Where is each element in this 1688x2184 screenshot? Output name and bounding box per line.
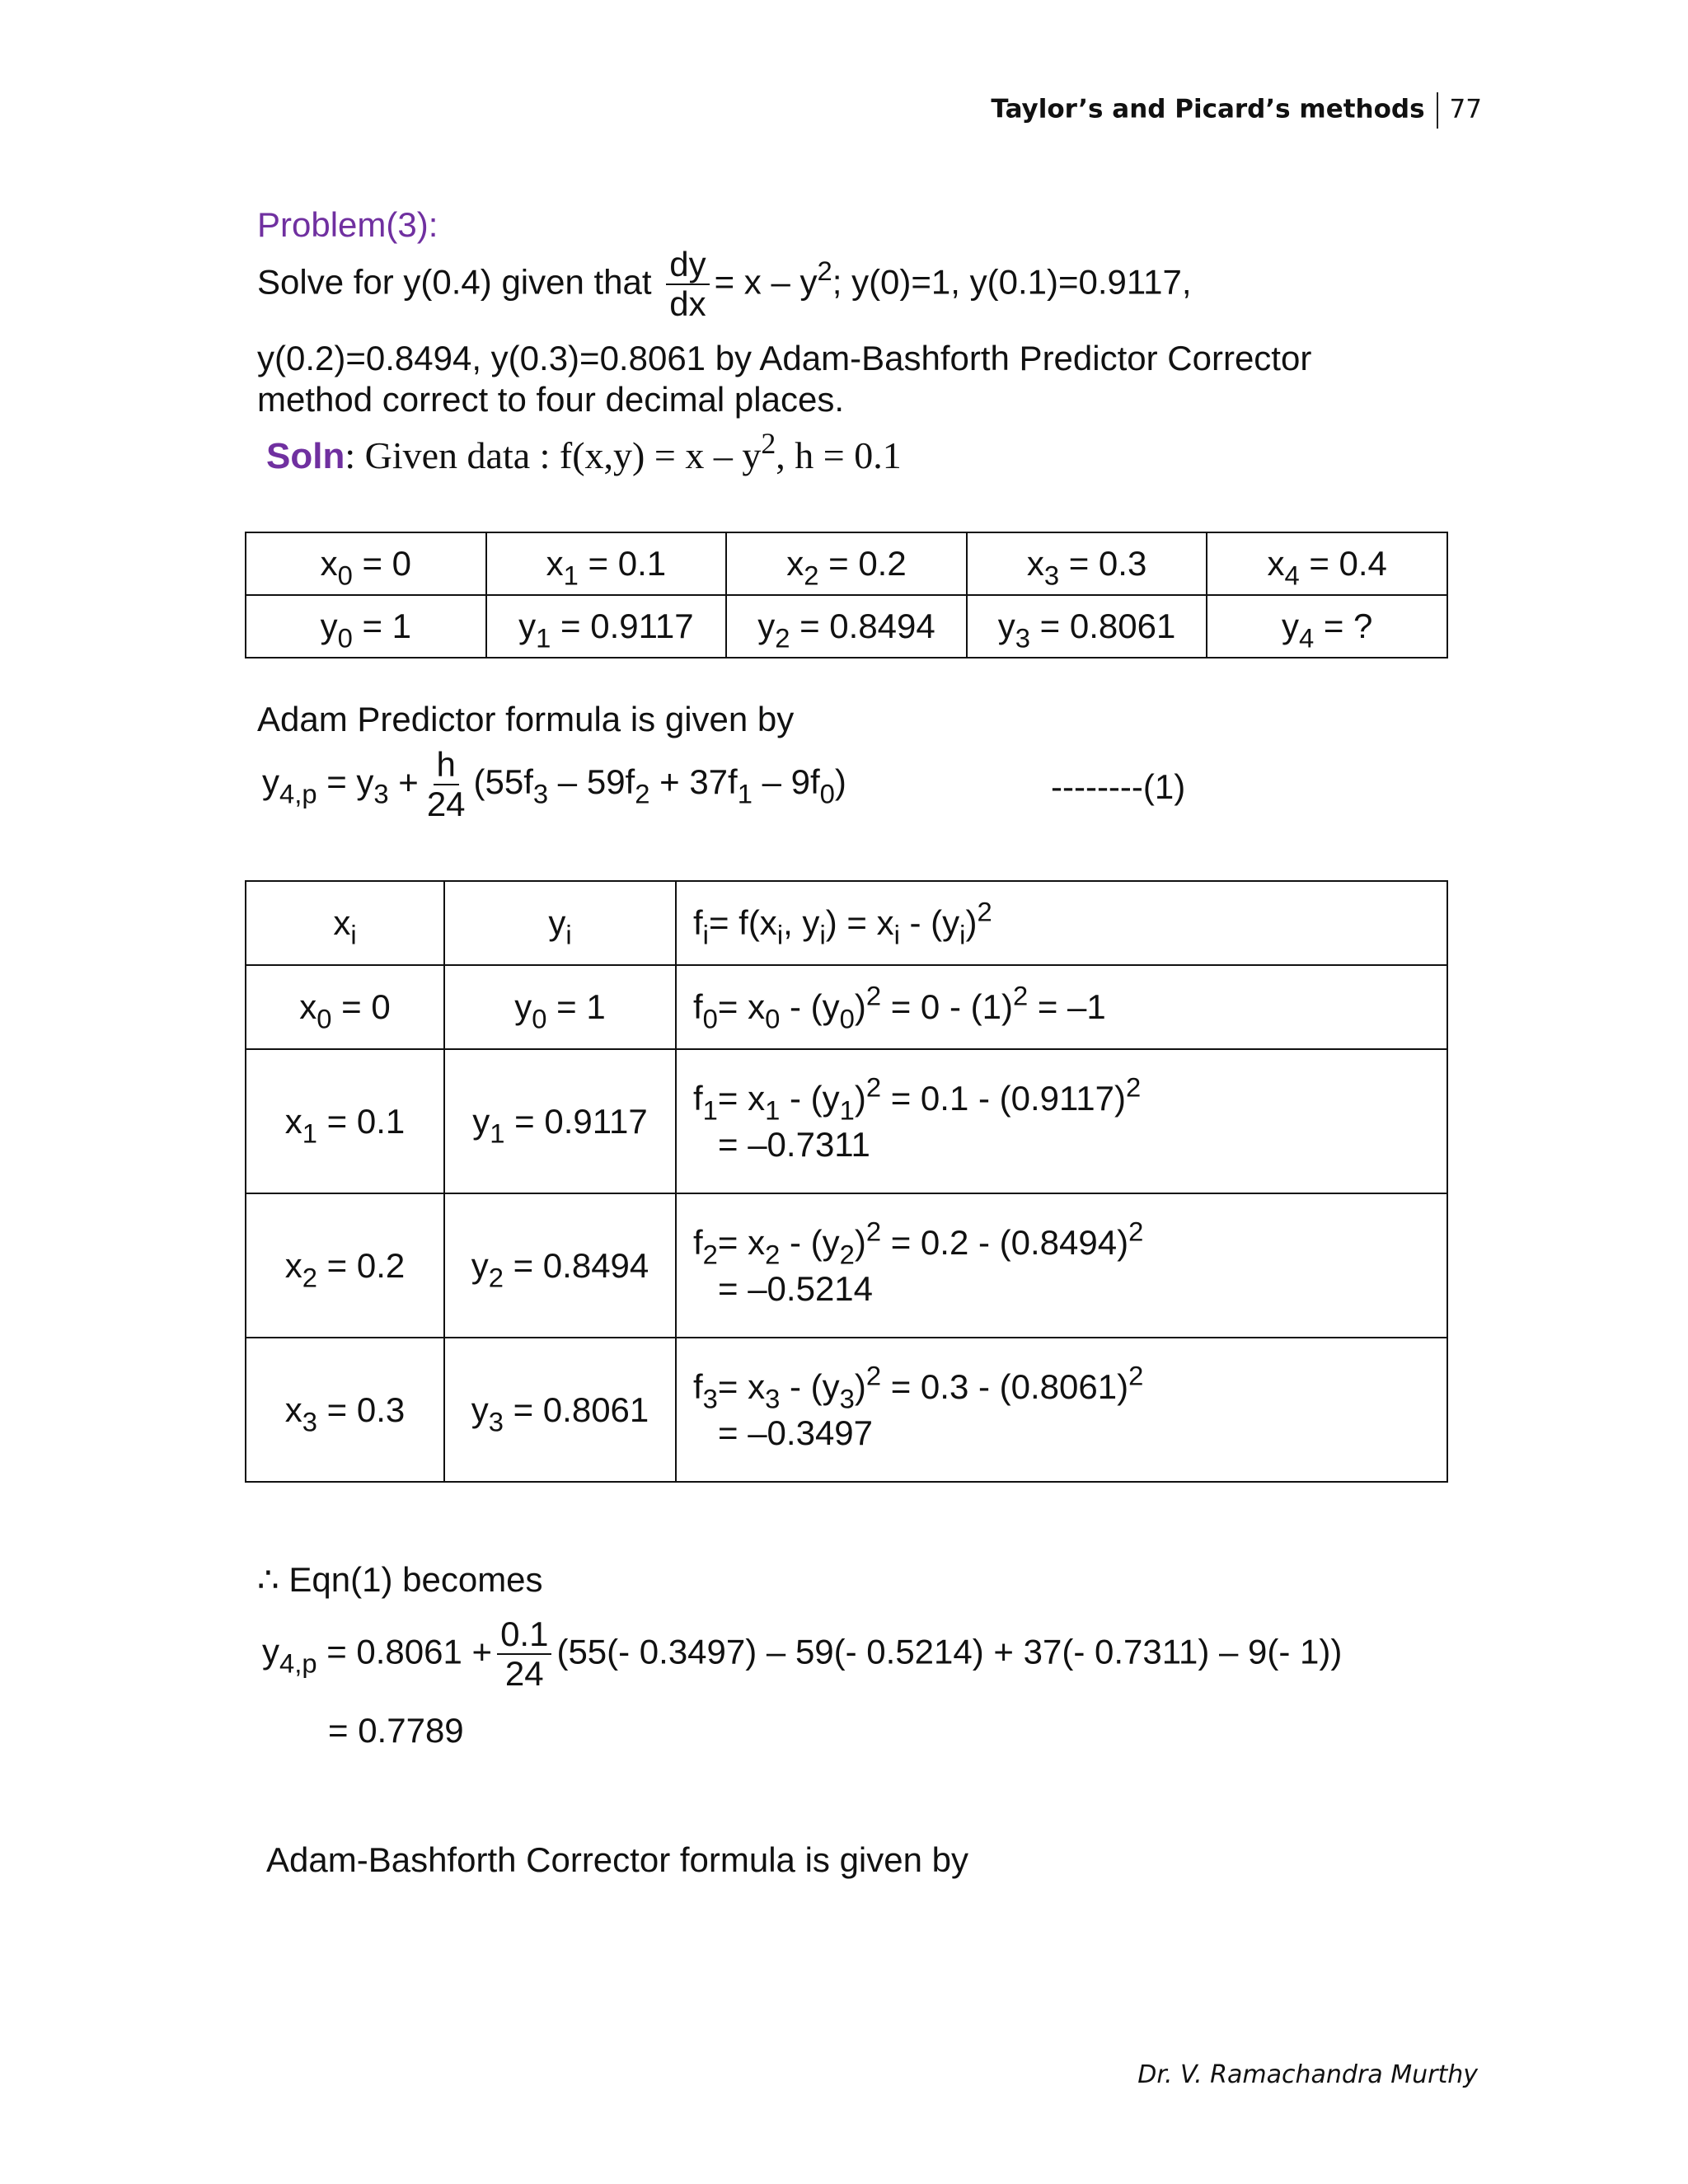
problem-statement-line1 xyxy=(257,246,1192,323)
fi-cell: $f_1= x_1 - (y_1)^2 = 0.1 - (0.9117)^2$ = –0.7311 xyxy=(676,1049,1447,1193)
equation-number: --------(1) xyxy=(1051,767,1186,806)
predictor-plus: + xyxy=(398,762,419,802)
fi-cell: $f_2= x_2 - (y_2)^2 = 0.2 - (0.8494)^2$ = –0.5214 xyxy=(676,1193,1447,1338)
corrector-heading: Adam-Bashforth Corrector formula is given by xyxy=(266,1840,968,1879)
yi-cell: $y_3 = 0.8061$ xyxy=(444,1338,676,1482)
predictor-lhs: $y_{4,p}$ xyxy=(262,762,317,809)
given-y-cell-1: $y_1 = 0.9117$ xyxy=(486,595,727,658)
header-xi: $x_i$ xyxy=(246,881,444,965)
predictor-heading: Adam Predictor formula is given by xyxy=(257,700,795,738)
problem-statement-line3: method correct to four decimal places. xyxy=(257,380,844,419)
given-y-cell-0: $y_0 = 1$ xyxy=(246,595,486,658)
table-row xyxy=(246,965,1447,1049)
given-x-cell-4: $x_4 = 0.4$ xyxy=(1207,532,1447,595)
predictor-fraction: $\frac{h}{24}$ xyxy=(426,745,466,824)
header-yi: $y_i$ xyxy=(444,881,676,965)
yi-cell: $y_0 = 1$ xyxy=(444,965,676,1049)
problem-statement-line2: y(0.2)=0.8494, y(0.3)=0.8061 by Adam-Bashforth Predictor Corrector xyxy=(257,339,1312,377)
running-header xyxy=(991,92,1482,129)
given-y-row xyxy=(246,595,1447,658)
substitution-lhs: $y_{4,p}$ xyxy=(262,1632,317,1679)
substitution-fraction: $\frac{0.1}{24}$ xyxy=(497,1615,551,1693)
header-fi: $f_i= f(x_i$, $y_i) = x_i - (y_i)^2$ xyxy=(676,881,1447,965)
predictor-body: $(55f_3 - 59f_2 + 37f_1 - 9f_0)$ xyxy=(473,762,846,809)
substitution-eq: = 0.8061 + xyxy=(326,1632,493,1671)
solution-given: : Given data : f(x,y) = x – y xyxy=(345,434,762,476)
xi-cell: $x_2 = 0.2$ xyxy=(246,1193,444,1338)
table-row xyxy=(246,1049,1447,1193)
substitution-body: (55(- 0.3497) – 59(- 0.5214) + 37(- 0.7311) – 9(- 1)) xyxy=(556,1632,1343,1671)
given-y-cell-4: $y_4$ = ? xyxy=(1207,595,1447,658)
substitution-formula xyxy=(262,1615,1342,1693)
ode-fraction xyxy=(666,246,709,323)
problem-intro: Solve for y(0.4) given that xyxy=(257,262,652,302)
page-number: 77 xyxy=(1449,94,1482,124)
ode-denominator: dx xyxy=(669,284,706,324)
given-x-cell-1: $x_1 = 0.1$ xyxy=(486,532,727,595)
given-x-cell-2: $x_2 = 0.2$ xyxy=(726,532,967,595)
problem-conditions: ; y(0)=1, y(0.1)=0.9117, xyxy=(832,262,1192,302)
xi-cell: $x_3 = 0.3$ xyxy=(246,1338,444,1482)
function-values-table xyxy=(245,880,1448,1483)
table-row xyxy=(246,1193,1447,1338)
given-y-cell-3: $y_3 = 0.8061$ xyxy=(967,595,1207,658)
fi-cell: $f_3= x_3 - (y_3)^2 = 0.3 - (0.8061)^2$ = –0.3497 xyxy=(676,1338,1447,1482)
author-footer: Dr. V. Ramachandra Murthy xyxy=(1137,2060,1478,2089)
predictor-formula xyxy=(262,746,846,823)
given-x-cell-0: $x_0 = 0$ xyxy=(246,532,486,595)
yi-cell: $y_2 = 0.8494$ xyxy=(444,1193,676,1338)
given-x-cell-3: $x_3 = 0.3$ xyxy=(967,532,1207,595)
xi-cell: $x_0 = 0$ xyxy=(246,965,444,1049)
predictor-eq: = $y_3$ xyxy=(326,762,389,809)
predicted-value: = 0.7789 xyxy=(328,1711,464,1750)
given-data-table xyxy=(245,532,1448,658)
solution-line xyxy=(266,427,902,477)
xi-cell: $x_1 = 0.1$ xyxy=(246,1049,444,1193)
solution-label: Soln xyxy=(266,436,345,476)
solution-step: , h = 0.1 xyxy=(776,434,902,476)
fi-cell: $f_0= x_0 - (y_0)^2 = 0 - (1)^2 = -1$ xyxy=(676,965,1447,1049)
yi-cell: $y_1 = 0.9117$ xyxy=(444,1049,676,1193)
ode-numerator: dy xyxy=(666,246,709,285)
table-row xyxy=(246,1338,1447,1482)
header-title: Taylor’s and Picard’s methods xyxy=(991,94,1425,124)
header-divider xyxy=(1437,92,1438,129)
problem-heading: Problem(3): xyxy=(257,205,438,244)
solution-exponent: 2 xyxy=(761,427,776,461)
ode-rhs: = x – y xyxy=(714,262,818,302)
given-y-cell-2: $y_2 = 0.8494$ xyxy=(726,595,967,658)
ode-exponent: 2 xyxy=(817,255,832,286)
f-table-header xyxy=(246,881,1447,965)
substitution-heading: ∴ Eqn(1) becomes xyxy=(257,1560,543,1599)
given-x-row xyxy=(246,532,1447,595)
